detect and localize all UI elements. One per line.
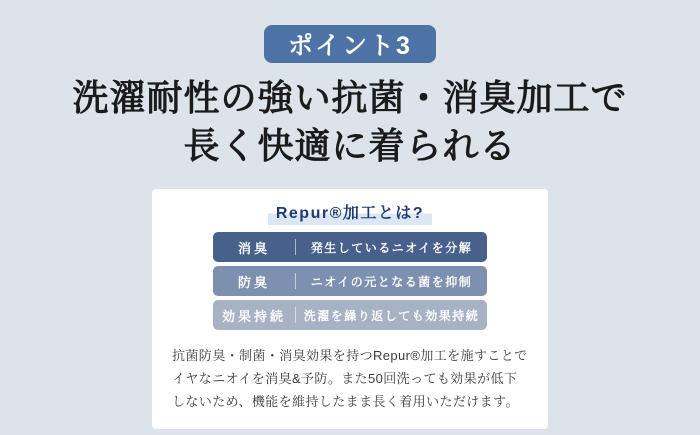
feature-row-desc: 洗濯を繰り返しても効果持続 [303,308,480,323]
card-title [268,200,432,225]
main-heading [72,74,627,170]
main-heading-line2: 長く快適に着られる [183,125,517,166]
feature-row-label: 効果持続 [221,308,286,324]
card-title-text: Repur®加工とは? [268,200,432,225]
point-badge-label: ポイント3 [288,32,412,60]
feature-row-label: 防臭 [237,274,270,290]
card-body-text: 抗菌防臭・制菌・消臭効果を持つRepur®加工を施すことでイヤなニオイを消臭&予防。また50回洗っても効果が低下しないため、機能を維持したまま長く着用いただけます。 [172,348,528,409]
feature-row-durability [213,300,487,330]
point-badge [264,25,436,63]
feature-rows [213,232,487,334]
feature-row-desc: ニオイの元となる菌を抑制 [310,274,473,289]
info-card [152,189,548,429]
feature-row-deodorize [213,232,487,262]
main-heading-line1: 洗濯耐性の強い抗菌・消臭加工で [72,77,628,118]
feature-row-label: 消臭 [237,240,270,256]
feature-row-antiodor [213,266,487,296]
feature-row-desc: 発生しているニオイを分解 [310,240,473,255]
